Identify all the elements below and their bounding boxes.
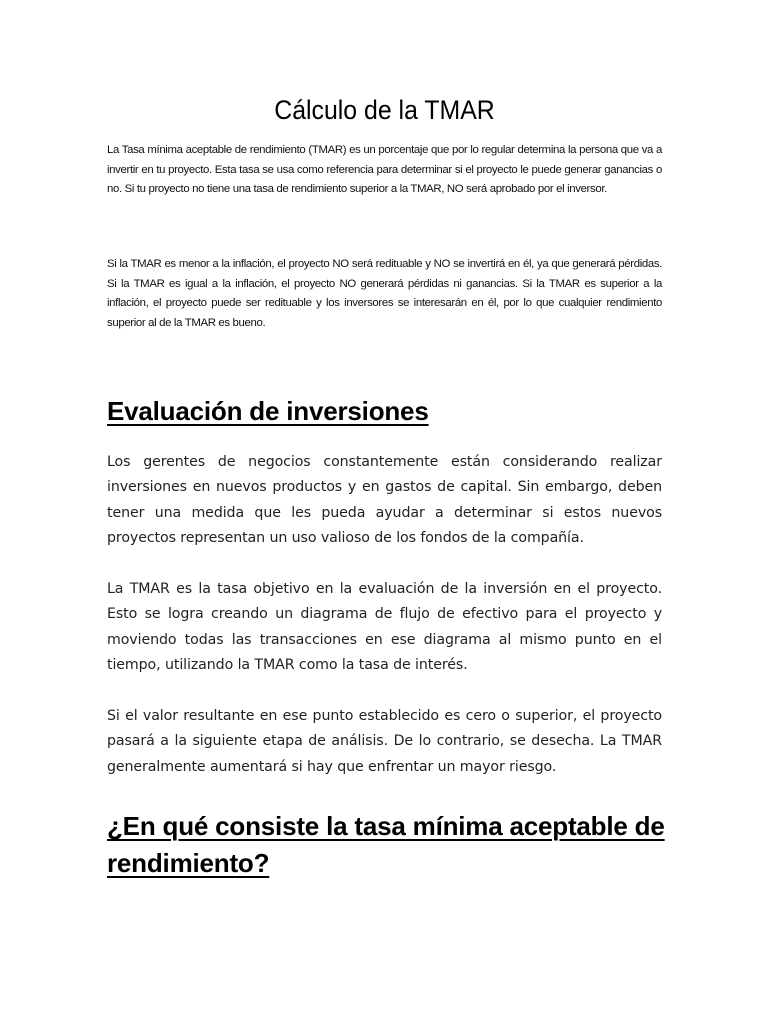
section-heading-question: ¿En qué consiste la tasa mínima aceptable de rendimiento? — [107, 811, 665, 878]
intro-paragraph: Si la TMAR es menor a la inflación, el proyecto NO será redituable y NO se invertirá en él, ya que generará pérdidas. Si la TMAR es igual a la inflación, el proyecto NO generará pérdidas ni ganancias. Si la TMAR es superior a la inflación, el proyecto puede ser redituable y los inversores se interesarán en él, por lo que cualquier rendimiento superior al de la TMAR es bueno. — [107, 258, 662, 329]
body-paragraph: La TMAR es la tasa objetivo en la evaluación de la inversión en el proyecto. Esto se logra creando un diagrama de flujo de efectivo para el proyecto y moviendo todas las transacciones en ese diagrama al mismo punto en el tiempo, utilizando la TMAR como la tasa de interés. — [107, 581, 662, 673]
body-paragraph: Si el valor resultante en ese punto establecido es cero o superior, el proyecto pasará a la siguiente etapa de análisis. De lo contrario, se desecha. La TMAR generalmente aumentará si hay que enfrentar un mayor riesgo. — [107, 708, 662, 775]
intro-paragraph: La Tasa mínima aceptable de rendimiento (TMAR) es un porcentaje que por lo regular determina la persona que va a invertir en tu proyecto. Esta tasa se usa como referencia para determinar si el proyecto le puede generar ganancias o no. Si tu proyecto no tiene una tasa de rendimiento superior a la TMAR, NO será aprobado por el inversor. — [107, 144, 662, 195]
page-title: Cálculo de la TMAR — [274, 95, 495, 125]
section-heading-evaluacion: Evaluación de inversiones — [107, 396, 429, 426]
body-paragraph: Los gerentes de negocios constantemente están considerando realizar inversiones en nuevos productos y en gastos de capital. Sin embargo, deben tener una medida que les pueda ayudar a determinar si estos nuevos proyectos representan un uso valioso de los fondos de la compañía. — [107, 454, 662, 546]
